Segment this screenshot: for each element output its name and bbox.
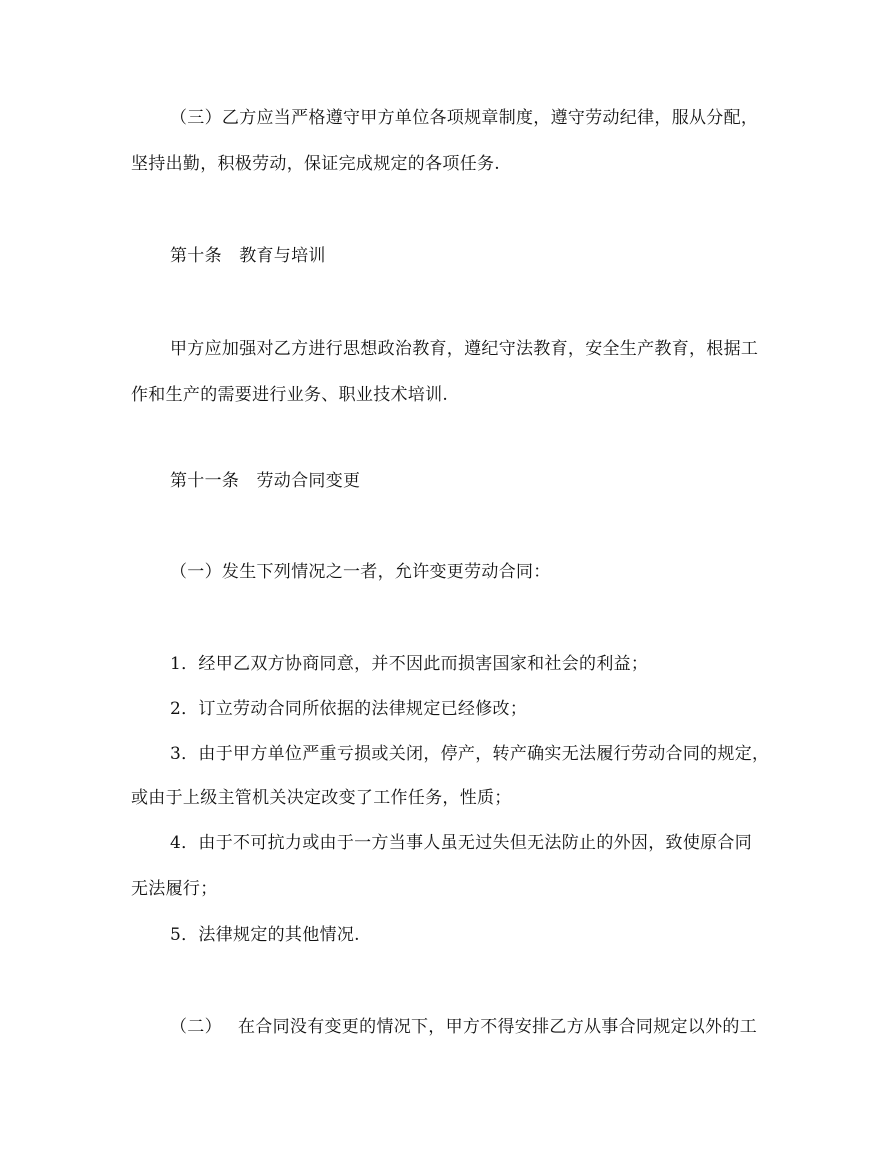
list-item-4-line-1: 4．由于不可抗力或由于一方当事人虽无过失但无法防止的外因，致使原合同 (170, 833, 753, 853)
article-10-line-2: 作和生产的需要进行业务、职业技术培训. (131, 385, 449, 405)
article-10-line-1: 甲方应加强对乙方进行思想政治教育，遵纪守法教育，安全生产教育，根据工 (170, 339, 759, 359)
article-11-heading: 第十一条 劳动合同变更 (170, 471, 361, 491)
list-item-3-line-2: 或由于上级主管机关决定改变了工作任务，性质； (131, 788, 512, 808)
article-10-heading: 第十条 教育与培训 (170, 246, 326, 266)
section-3-line-2: 坚持出勤，积极劳动，保证完成规定的各项任务. (131, 154, 501, 174)
list-item-5: 5．法律规定的其他情况. (170, 925, 360, 945)
clause-1-intro: （一）发生下列情况之一者，允许变更劳动合同： (170, 562, 551, 582)
list-item-2: 2．订立劳动合同所依据的法律规定已经修改； (170, 699, 528, 719)
list-item-1: 1．经甲乙双方协商同意，并不因此而损害国家和社会的利益； (170, 654, 649, 674)
list-item-3-line-1: 3．由于甲方单位严重亏损或关闭，停产，转产确实无法履行劳动合同的规定， (170, 744, 770, 764)
section-3-line-1: （三）乙方应当严格遵守甲方单位各项规章制度，遵守劳动纪律，服从分配， (170, 108, 759, 128)
clause-2-text: 在合同没有变更的情况下，甲方不得安排乙方从事合同规定以外的工 (238, 1017, 757, 1037)
clause-2-label: （二） (170, 1017, 222, 1037)
list-item-4-line-2: 无法履行； (131, 879, 218, 899)
